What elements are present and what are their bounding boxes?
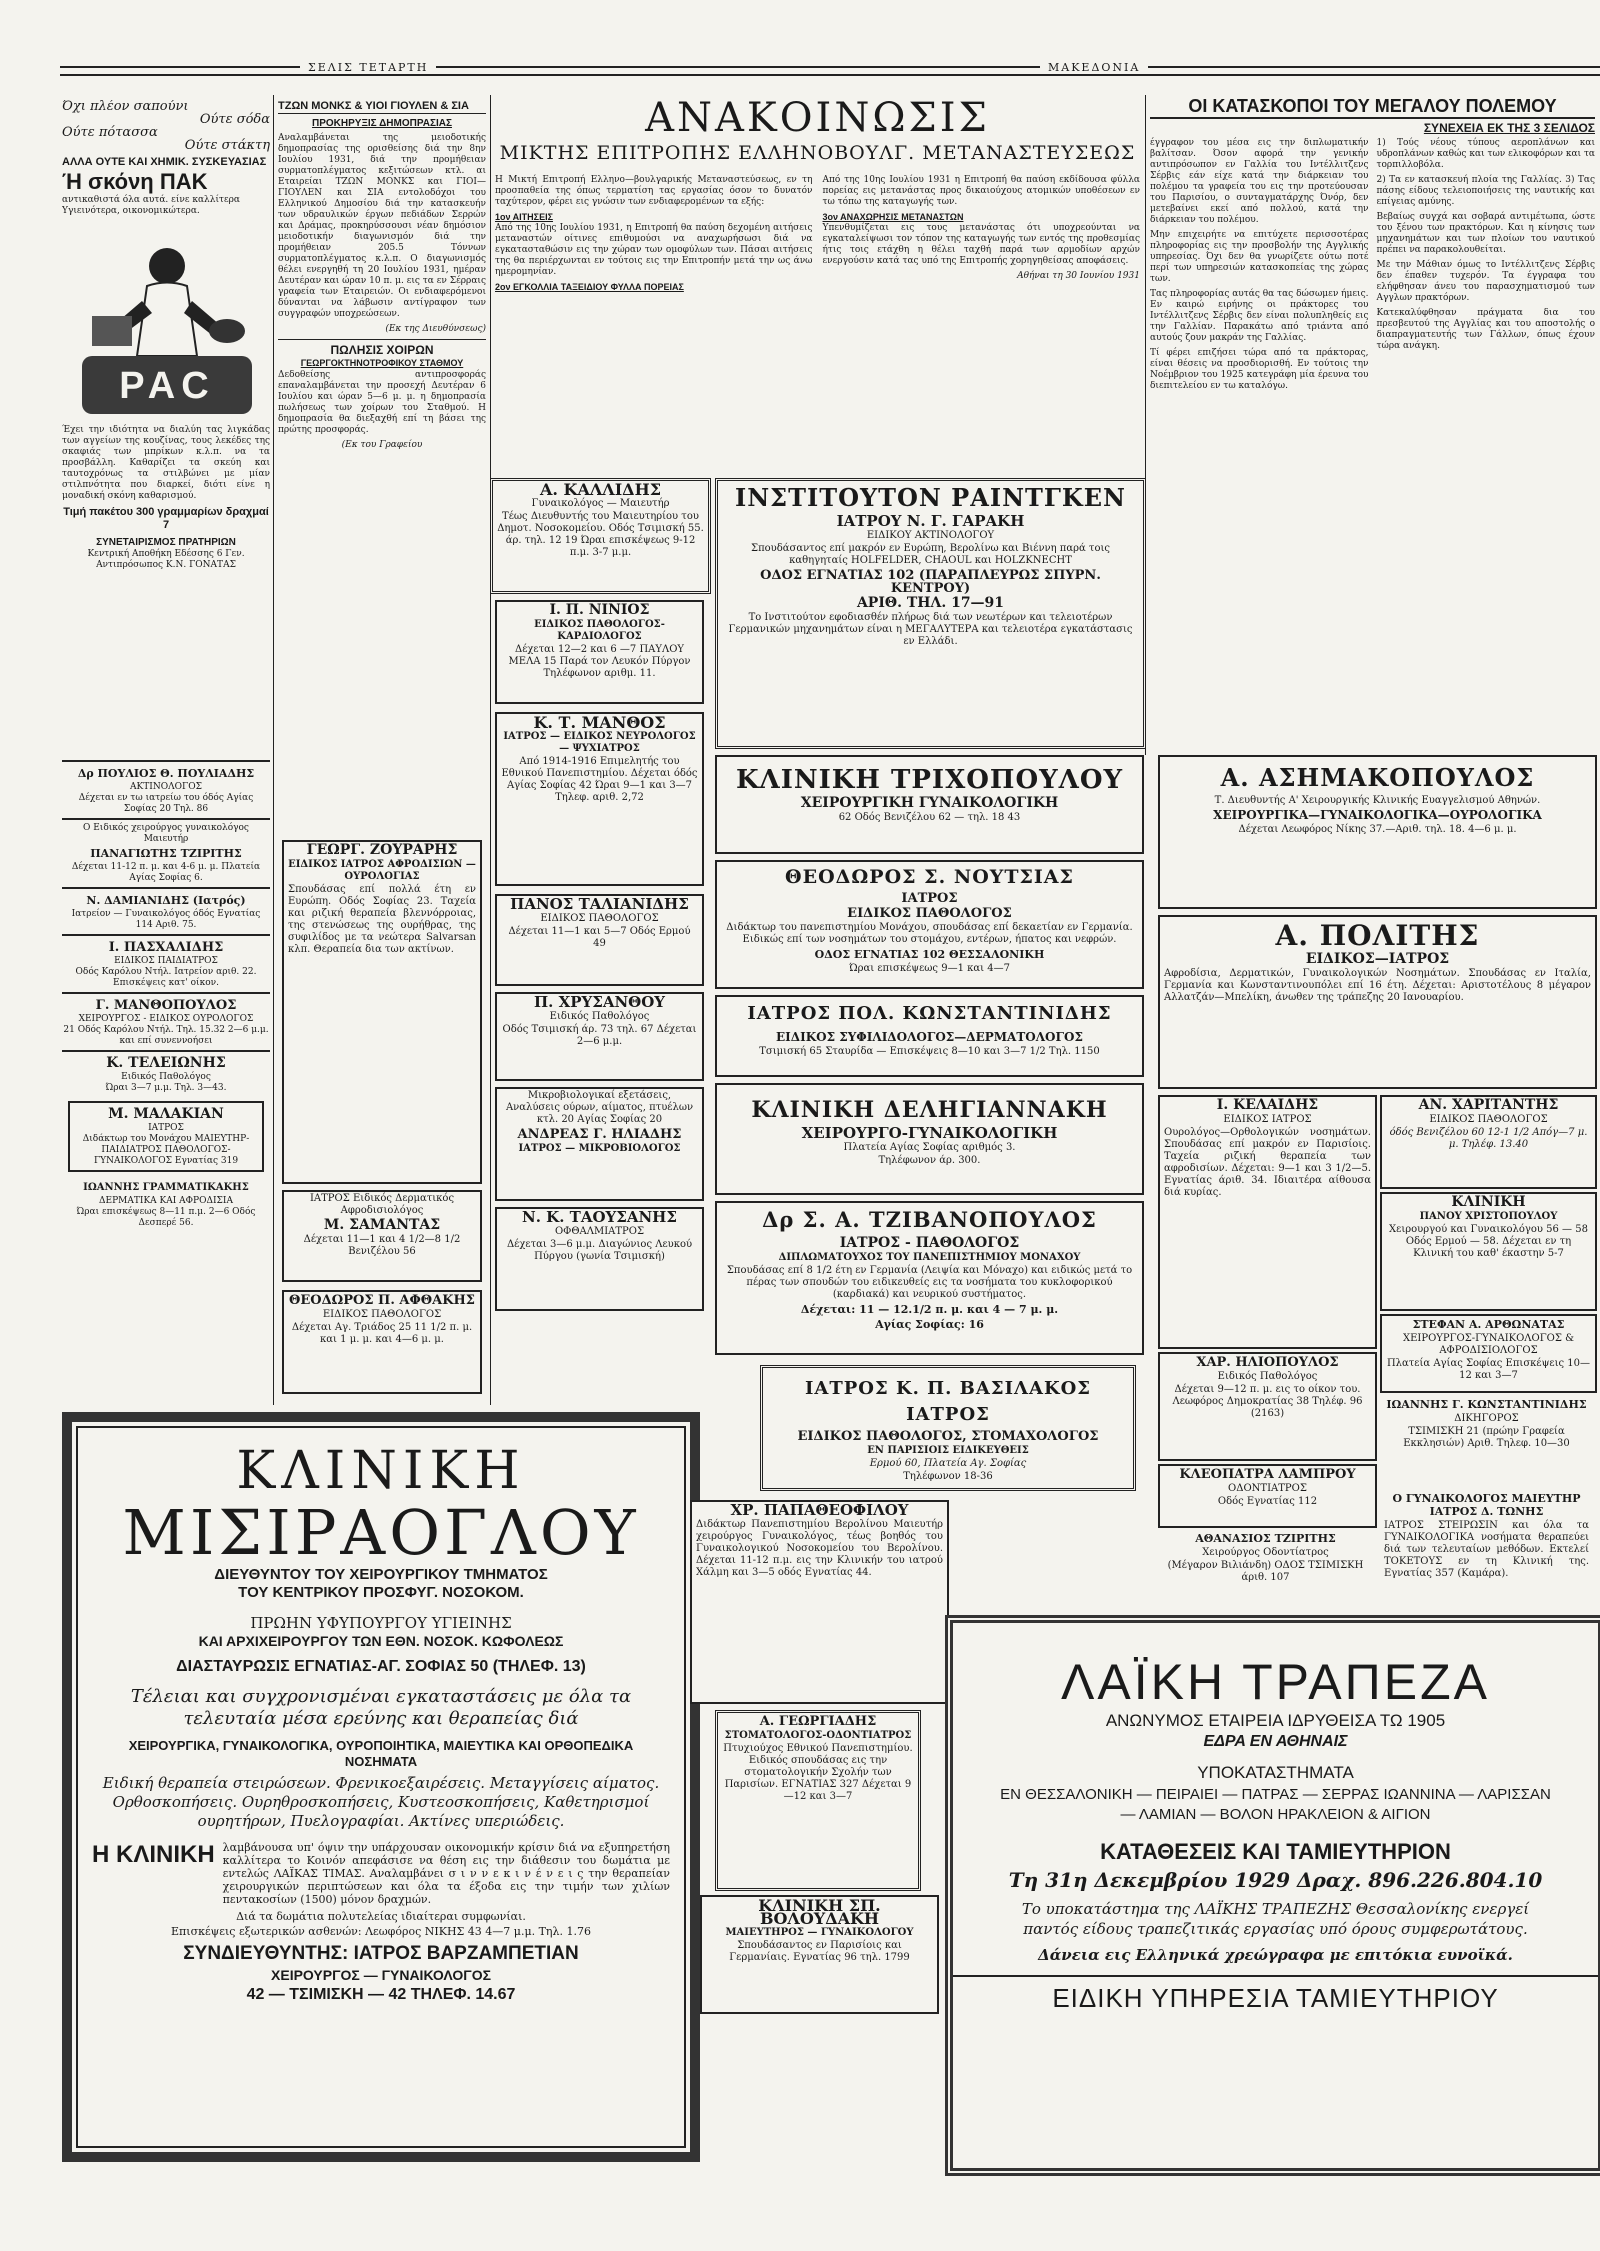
clinic-rooms: Διά τα δωμάτια πολυτελείας ιδιαίτεραι συμφωνίαι. (236, 1910, 526, 1923)
announcement (495, 95, 1140, 475)
advertiser-specialty: Ειδικός Παθολόγος (1217, 1371, 1318, 1382)
page-day: ΣΕΛΙΣ ΤΕΤΑΡΤΗ (300, 61, 436, 74)
advertiser-name: ΠΑΝΑΓΙΩΤΗΣ ΤΖΙΡΙΤΗΣ (90, 847, 242, 860)
advertiser-name: ΙΝΣΤΙΤΟΥΤΟΝ ΡΑΙΝΤΓΚΕΝ (735, 483, 1126, 512)
advertiser-name: Κ. Τ. ΜΑΝΘΟΣ (533, 713, 666, 732)
advertiser-name: Α. ΚΑΛΛΙΔΗΣ (539, 480, 662, 499)
ninios-ad (495, 600, 704, 704)
spies-article (1150, 95, 1595, 745)
advertiser-name: ΧΑΡ. ΗΛΙΟΠΟΥΛΟΣ (1196, 1355, 1339, 1370)
tzivanopoulos-ad (715, 1201, 1144, 1355)
advertiser-name: Κ. ΤΕΛΕΙΩΝΗΣ (106, 1055, 226, 1071)
advertiser-details: Πλατεία Αγίας Σοφίας Επισκέψεις 10—12 και 3—7 (1386, 1358, 1591, 1381)
notice-source: (Εκ της Διευθύνσεως) (385, 324, 486, 334)
advertiser-details: ΙΑΤΡΟΣ ΣΤΕΙΡΩΣΙΝ και όλα τα ΓΥΝΑΙΚΟΛΟΓΙΚΑ νοσήματα θεραπεύει διά των τελευταίων μεθόδων. Εκτελεί ΤΟΚΕΤΟΥΣ εν τη Κλινική της. Εγνατίας 357 (Καμάρα). (1384, 1520, 1589, 1579)
advertiser-name: ΣΤΕΦΑΝ Α. ΑΡΘΩΝΑΤΑΣ (1412, 1318, 1565, 1331)
clinic-title: ΚΛΙΝΙΚΗ (236, 1441, 526, 1501)
advertiser-name: Α. ΠΟΛΙΤΗΣ (1275, 919, 1480, 952)
clinic-partner-specialty: ΧΕΙΡΟΥΡΓΟΣ — ΓΥΝΑΙΚΟΛΟΓΟΣ (271, 1967, 491, 1983)
list-item (62, 1176, 270, 1232)
advertiser-name: ΑΝΔΡΕΑΣ Γ. ΗΛΙΑΔΗΣ (517, 1127, 682, 1142)
section3-body: Υπενθυμίζεται εις τους μετανάστας ότι υποχρεούνται να εγκαταλείψωσι τον τόπον της καταγωγής των εντός της προθεσμίας ήτις τοις ετάχθη η θέλει ταχθή παρά των αρμοδίων αρχών ενεργούσιν κατά τας υπό της Επιτροπής χορηγηθείσας αποφάσεις. (822, 223, 1140, 266)
advertiser-name: ΚΛΙΝΙΚΗ (1451, 1194, 1526, 1210)
advertiser-details: Δέχεται 11—1 και 5—7 Οδός Ερμού 49 (508, 926, 691, 949)
header-rule (60, 66, 1600, 76)
advertiser-name: ΘΕΟΔΩΡΟΣ Π. ΑΦΘΑΚΗΣ (289, 1293, 475, 1308)
pac-line7: αντικαθιστά όλα αυτά. είνε καλλίτερα Υγιεινότερα, οικονομικώτερα. (62, 195, 240, 216)
bank-description: Το υποκατάστημα της ΛΑΪΚΗΣ ΤΡΑΠΕΖΗΣ Θεσσαλονίκης ενεργεί παντός είδους τραπεζιτικάς εργασίας υπό όρους συμφερωτάτους. (1021, 1900, 1530, 1938)
advertiser-hours: Δέχεται: 11 — 12.1/2 π. μ. και 4 — 7 μ. μ. (800, 1303, 1059, 1316)
bank-seat: ΕΔΡΑ ΕΝ ΑΘΗΝΑΙΣ (1203, 1733, 1348, 1750)
section1-body: Από της 10ης Ιουλίου 1931, η Επιτροπή θα παύση δεχομένη αιτήσεις μεταναστών οίτινες επιθυμούσι να αναχωρήσωσι διά να εγκατασταθώσιν εις την χώραν των ομοφύλων των. Πάσαι αιτήσεις της θα περιέρχωνται εν τούτοις εις την Επιτροπήν μετά την ως άνω ημερομηνίαν. (495, 223, 813, 277)
advertiser-name: Ν. Κ. ΤΑΟΥΣΑΝΗΣ (522, 1208, 677, 1226)
advertiser-hours: Ώραι επισκέψεως 9—1 και 4—7 (849, 963, 1010, 974)
clinic-line2: ΤΟΥ ΚΕΝΤΡΙΚΟΥ ΠΡΟΣΦΥΓ. ΝΟΣΟΚΟΜ. (238, 1584, 524, 1601)
advertiser-details: Από 1914-1916 Επιμελητής του Εθνικού Πανεπιστημίου. Δέχεται όδός Αγίας Σοφίας 42 Ώραι 9—1 και 3—7 Τηλεφ. αριθ. 2,72 (501, 756, 698, 803)
advertiser-title: ΙΑΤΡΟΣ (901, 891, 958, 906)
advertiser-details: Δέχεται 11—1 και 4 1/2—8 1/2 Βενιζέλου 56 (303, 1234, 461, 1257)
konstantinidis-lawyer-ad (1380, 1396, 1593, 1486)
notice-subtitle: ΠΡΟΚΗΡΥΞΙΣ ΔΗΜΟΠΡΑΣΙΑΣ (312, 118, 452, 129)
article-paragraph: Με την Μάθιαν όμως το Ιντέλλιτζενς Σέρβις δεν έπαθεν τυχερόν. Τα έγγραφα του ελήφθησαν άνευ του παρασχηματισμού των Αγγλων πρακτόρων. (1376, 260, 1595, 303)
advertiser-details: Ώραι 3—7 μ.μ. Τηλ. 3—43. (105, 1083, 227, 1093)
asimakopoulos-ad (1158, 755, 1597, 909)
advertiser-specialty: ΕΙΔΙΚΟΥ ΑΚΤΙΝΟΛΟΓΟΥ (866, 530, 995, 541)
advertiser-address: ΟΔΟΣ ΕΓΝΑΤΙΑΣ 102 (ΠΑΡΑΠΛΕΥΡΩΣ ΣΠΥΡΝ. ΚΕΝΤΡΟΥ) (760, 568, 1101, 596)
pac-price: Τιμή πακέτου 300 γραμμαρίων δραχμαί 7 (63, 506, 269, 531)
advertiser-details: Σπουδάσας επί πολλά έτη εν Ευρώπη. Οδός Σοφίας 23. Ταχεία και ριζική θεραπεία βλεννόρροιας, της στενώσεως της ουρήθρας, της συφιλίδος με τα νεώτερα Salvarsan κλπ. Θεραπεία δια των ακτίνων. (288, 884, 476, 955)
article-paragraph: Κατεκαλύφθησαν πράγματα δια του πρεσβευτού της Αγγλίας και του αποστολής ο διαπραγματευτής των Γάλλων, όπως έχουν τώρα ανάγκη. (1376, 308, 1595, 351)
advertiser-specialty: Γυναικολόγος — Μαιευτήρ (531, 498, 670, 509)
advertiser-details: Σπουδάσαντος επί μακρόν εν Ευρώπη, Βερολίνω και Βιέννη παρά τοις καθηγηταίς HOLFELDER, CHAOUL και HOLZKNECHT (751, 543, 1110, 566)
pac-agent: Κεντρική Αποθήκη Εδέσσης 6 Γεν. Αντιπρόσωπος Κ.Ν. ΓΟΝΑΤΑΣ (87, 549, 245, 570)
advertiser-specialty: ΙΑΤΡΟΣ — ΜΙΚΡΟΒΙΟΛΟΓΟΣ (518, 1143, 681, 1154)
advertiser-name: Ν. ΔΑΜΙΑΝΙΔΗΣ (Ιατρός) (86, 894, 246, 907)
vasilakos-ad (760, 1365, 1136, 1491)
list-item (62, 760, 270, 818)
noutsias-ad (715, 860, 1144, 989)
advertiser-specialty: ΕΙΔΙΚΟΣ ΙΑΤΡΟΣ (1223, 1114, 1312, 1125)
advertiser-specialty: ΧΕΙΡΟΥΡΓΙΚΗ ΓΥΝΑΙΚΟΛΟΓΙΚΗ (800, 795, 1059, 811)
article-continued: ΣΥΝΕΧΕΙΑ ΕΚ ΤΗΣ 3 ΣΕΛΙΔΟΣ (1423, 121, 1595, 135)
advertiser-details: Αφροδίσια, Δερματικών, Γυναικολογικών Νοσημάτων. Σπουδάσας εν Ιταλία, Γερμανία και Κωνσταντινουπόλει επί 16 έτη. Δέχεται: Αριστοτέλους 8 μέγαρον Αλλατζάν—Μπελίκη, άνωθεν της τράπεζης 20 Ιανουαρίου. (1164, 968, 1591, 1003)
zourari-ad (282, 840, 482, 1184)
advertiser-name: ΙΩΑΝΝΗΣ Γ. ΚΩΝΣΤΑΝΤΙΝΙΔΗΣ (1386, 1398, 1587, 1411)
iliopoulos-ad (1158, 1352, 1377, 1461)
advertiser-name: Ι. ΚΕΛΑΙΔΗΣ (1216, 1097, 1319, 1113)
clinic-offer: λαμβάνουσα υπ' όψιν την υπάρχουσαν οικονομικήν κρίσιν διά να εξυπηρετήση καλλίτερα το Κοινόν απεφάσισε να θέση εις την διάθεσιν του δωμάτια με εντελώς ΛΑΪΚΑΣ ΤΙΜΑΣ. Αναλαμβάνει σ ι ν ν ε κ ι ν έ ν ε ι ς την θεραπείαν χειρουργικών περιπτώσεων και όλα τα έξοδα εις την τιμήν των χιλίων πεντακοσίων (1500) μόνον δραχμών. (222, 1841, 670, 1906)
advertiser-specialty: ΕΙΔΙΚΟΣ—ΙΑΤΡΟΣ (1305, 951, 1450, 967)
advertiser-doctor: ΙΑΤΡΟΥ Ν. Γ. ΓΑΡΑΚΗ (836, 512, 1025, 530)
kallidis-ad (490, 478, 711, 594)
notice-body: Αναλαμβάνεται της μειοδοτικής δημοπρασίας της ορισθείσης διά την 8ην Ιουλίου 1931, διά την προμήθειαν συρματοπλέγματος κεξιτώσεων κτλ. αι Εταιρείαι ΤΖΩΝ ΜΟΝΚΣ και ΓΙΟΙ—ΓΙΟΥΛΕΝ και ΣΙΑ εντολοδόχοι του Ελληνικού Δημοσίου διά την κατασκευήν των υδραυλικών έργων πεδιάδων Σερρών και Δράμας, προκηρύσσουσι νέαν δημόσιον μειοδοτικήν διαγωνισμόν διά την προμήθειαν 205.5 Τόννων συρματοπλέγματος κ.λ.π. Ο διαγωνισμός θέλει ενεργηθή τη 20 Ιουλίου 1931, ημέραν Δευτέραν και ώραν 10 π. μ. εις τα εν Σέρραις γραφεία των Εταιρειών. Οι ενδιαφερόμενοι δύνανται να λάβωσιν αντίγραφον των συγγραφών υποχρεώσεων. (278, 133, 486, 319)
divider (278, 339, 486, 340)
advertiser-details: Οδός Εγνατίας 112 (1217, 1496, 1318, 1507)
manthos-ad (495, 712, 704, 886)
advertiser-specialty: ΕΙΔΙΚΟΣ ΙΑΤΡΟΣ ΑΦΡΟΔΙΣΙΩΝ — ΟΥΡΟΛΟΓΙΑΣ (288, 859, 476, 882)
advertiser-specialty: ΕΙΔΙΚΟΣ ΠΑΘΟΛΟΓΟΣ, ΣΤΟΜΑΧΟΛΟΓΟΣ (797, 1429, 1099, 1444)
advertiser-details: ΤΣΙΜΙΣΚΗ 21 (πρώην Γραφεία Εκκλησιών) Αριθ. Τηλεφ. 10—30 (1403, 1426, 1570, 1449)
advertiser-specialty: ΟΦΘΑΛΜΙΑΤΡΟΣ (554, 1226, 645, 1237)
announcement-date: Αθήναι τη 30 Ιουνίου 1931 (1017, 271, 1140, 281)
pac-body: Έχει την ιδιότητα να διαλύη τας λιγκάδας των αγγείων της κουζίνας, τους λεκέδες της σκαφιάς των μπρίκων κ.λ.π. να τα προσβάλλη. Καθαρίζει τα σκεύη και ταυτοχρόνως τα στιλβώνει με μίαν στιλπνότητα που διαρκεί, διότι είνε η μοναδική σκόνη καθαρισμού. (62, 425, 270, 501)
notice-title: ΤΖΩΝ ΜΟΝΚΣ & ΥΙΟΙ ΓΙΟΥΛΕΝ & ΣΙΑ (278, 100, 486, 114)
left-ads-column (62, 760, 270, 1400)
list-item (68, 1101, 264, 1172)
bank-loans: Δάνεια εις Ελληνικά χρεώγραφα με επιτόκια ευνοϊκά. (1038, 1946, 1513, 1964)
clinic-partner: ΣΥΝΔΙΕΥΘΥΝΤΗΣ: ΙΑΤΡΟΣ ΒΑΡΖΑΜΠΕΤΙΑΝ (183, 1943, 579, 1964)
clinic-address: ΔΙΑΣΤΑΥΡΩΣΙΣ ΕΓΝΑΤΙΑΣ-ΑΓ. ΣΟΦΙΑΣ 50 (ΤΗΛΕΦ. 13) (176, 1658, 586, 1675)
list-item (62, 887, 270, 934)
advertiser-details: Δέχεται εν τω ιατρείω του όδός Αγίας Σοφίας 20 Τηλ. 86 (78, 793, 254, 814)
announcement-subtitle: ΜΙΚΤΗΣ ΕΠΙΤΡΟΠΗΣ ΕΛΛΗΝΟΒΟΥΛΓ. ΜΕΤΑΝΑΣΤΕΥΣΕΩΣ (499, 142, 1136, 164)
advertiser-specialty: Χειρούργος Οδοντίατρος (1202, 1547, 1329, 1558)
bank-deposits: ΚΑΤΑΘΕΣΕΙΣ ΚΑΙ ΤΑΜΙΕΥΤΗΡΙΟΝ (1100, 1839, 1451, 1864)
clinic-partner-address: 42 — ΤΣΙΜΙΣΚΗ — 42 ΤΗΛΕΦ. 14.67 (246, 1986, 516, 2003)
advertiser-specialty: ΙΑΤΡΟΣ — ΕΙΔΙΚΟΣ ΝΕΥΡΟΛΟΓΟΣ — ΨΥΧΙΑΤΡΟΣ (503, 731, 696, 754)
advertiser-specialty: ΧΕΙΡΟΥΡΓΟΣ-ΓΥΝΑΙΚΟΛΟΓΟΣ & ΑΦΡΟΔΙΣΙΟΛΟΓΟΣ (1402, 1333, 1575, 1356)
bank-subtitle: ΑΝΩΝΥΜΟΣ ΕΤΑΙΡΕΙΑ ΙΔΡΥΘΕΙΣΑ ΤΩ 1905 (1105, 1711, 1446, 1730)
advertiser-description: Το Ινστιτούτον εφοδιασθέν πλήρως διά των νεωτέρων και τελειοτέρων Γερμανικών μηχανημάτων είναι η ΜΕΓΑΛΥΤΕΡΑ και τελειοτέρα εγκατάστασις εν Ελλάδι. (728, 612, 1133, 647)
article-paragraph: Μην επιχειρήτε να επιτύχετε περισσοτέρας πληροφορίας εις την προσβολήν της Αγγλικής υπηρεσίας. Όχι δεν θα γνωρίζετε ούτω ποτέ περί των υπηρεσιών κατασκοπείας της χώρας των. (1150, 230, 1369, 284)
advertiser-details: Τέως Διευθυντής του Μαιευτηρίου του Δημοτ. Νοσοκομείου. Οδός Τσιμισκή 55. άρ. τηλ. 12 19 Ώραι επισκέψεως 9-12 π.μ. 3-7 μ.μ. (497, 511, 704, 558)
clinic-lead: Η ΚΛΙΝΙΚΗ (92, 1841, 215, 1868)
advertiser-specialty: ΙΑΤΡΟΣ - ΠΑΘΟΛΟΓΟΣ (839, 1235, 1020, 1251)
advertiser-phone: Τηλέφωνον 18-36 (903, 1471, 993, 1482)
advertiser-name: Ι. Π. ΝΙΝΙΟΣ (549, 602, 650, 618)
pac-brand: PAC (119, 365, 215, 407)
papatheofilou-ad (690, 1500, 949, 1704)
advertiser-training: ΕΝ ΠΑΡΙΣΙΟΙΣ ΕΙΔΙΚΕΥΘΕΙΣ (867, 1445, 1029, 1456)
advertiser-phone: Τηλέφωνον άρ. 300. (878, 1155, 981, 1166)
advertiser-specialty: Ειδικός Παθολόγος (121, 1072, 211, 1082)
advertiser-specialty: ΕΙΔΙΚΟΣ ΣΥΦΙΛΙΔΟΛΟΓΟΣ—ΔΕΡΜΑΤΟΛΟΓΟΣ (776, 1030, 1083, 1044)
pac-advertisement (62, 100, 270, 755)
advertiser-specialty: ΕΙΔΙΚΟΣ ΠΑΘΟΛΟΓΟΣ (1429, 1114, 1548, 1125)
advertiser-name: Ι. ΠΑΣΧΑΛΙΔΗΣ (108, 940, 224, 955)
charitantis-ad (1380, 1095, 1597, 1189)
bank-savings-service: ΕΙΔΙΚΗ ΥΠΗΡΕΣΙΑ ΤΑΜΙΕΥΤΗΡΙΟΥ (953, 1975, 1598, 2015)
advertiser-address: Ερμού 60, Πλατεία Αγ. Σοφίας (869, 1458, 1027, 1469)
advertiser-details: Ουρολόγος—Ορθολογικών νοσημάτων. Σπουδάσας επί μακρόν εν Παρισίοις. Ταχεία ριζική θεραπεία των αφροδισίων. Δέχεται: 9—1 και 3 1/2—5. Εγνατίας άριθ. 34. Ιδιαιτέρα αίθουσα διά κυρίας. (1164, 1127, 1371, 1198)
list-item (62, 1050, 270, 1097)
advertiser-name: ΑΝ. ΧΑΡΙΤΑΝΤΗΣ (1418, 1097, 1559, 1113)
advertiser-name: ΙΑΤΡΟΣ Κ. Π. ΒΑΣΙΛΑΚΟΣ ΙΑΤΡΟΣ (804, 1378, 1091, 1425)
advertiser-name: Μ. ΣΑΜΑΝΤΑΣ (323, 1217, 441, 1233)
section2-body: Από της 10ης Ιουλίου 1931 η Επιτροπή θα παύση εκδίδουσα φύλλα πορείας εις μετανάστας προς δικαιούχους ατομικών υποθέσεων εν τω τόπω της καταγωγής των. (822, 175, 1140, 207)
advertiser-name: Γ. ΜΑΝΘΟΠΟΥΛΟΣ (95, 998, 237, 1013)
announcement-title: ΑΝΑΚΟΙΝΩΣΙΣ (645, 95, 990, 141)
christopoulou-clinic-ad (1380, 1192, 1597, 1311)
advertiser-details: 62 Οδός Βενιζέλου 62 — τηλ. 18 43 (838, 812, 1021, 823)
advertiser-name: ΚΛΙΝΙΚΗ ΤΡΙΧΟΠΟΥΛΟΥ (735, 765, 1124, 795)
advertiser-specialty: ΧΕΙΡΟΥΡΓΟ-ΓΥΝΑΙΚΟΛΟΓΙΚΗ (801, 1124, 1058, 1142)
advertiser-address: ΟΔΟΣ ΕΓΝΑΤΙΑΣ 102 ΘΕΣΣΑΛΟΝΙΚΗ (814, 948, 1045, 961)
advertiser-name: ΚΛΙΝΙΚΗ ΔΕΛΗΓΙΑΝΝΑΚΗ (751, 1097, 1108, 1123)
article-paragraph: έγγραφον του μέσα εις την διπλωματικήν βαλίτσαν. Όσον αφορά την γενικήν αντιπρόσωπον εν Γαλλία του Ιντέλλιτζενς Σέρβις εάν είχε κατά την διάρκειαν του πολέμου τα γραφεία του εις την προτεύουσαν του Παρισίου, ο συνταγματάρχης Όνόρ, δεν μετεβαίνει εκεί από πολλού, κατά την διάρκειαν του πολέμου. (1150, 138, 1369, 225)
georgiadis-ad (715, 1710, 921, 1891)
pac-line4: Ούτε στάκτη (184, 138, 270, 153)
advertiser-name: Π. ΧΡΥΣΑΝΘΟΥ (533, 993, 666, 1011)
article-paragraph: 1) Τούς νέους τύπους αεροπλάνων και υδροπλάνων καθώς και των ελικοφόρων και τα τορπιλλοβόλα. (1376, 138, 1595, 170)
advertiser-specialty: ΕΙΔΙΚΟΣ ΠΑΘΟΛΟΓΟΣ (322, 1309, 442, 1320)
tziritis-ad (1158, 1530, 1373, 1600)
advertiser-details: Σπουδάσας επί 8 1/2 έτη εν Γερμανία (Λειψία και Μόναχο) και ειδικώς μετά το πέρας των σπουδών του ειδικευθείς εις τα νοσήματα του κυκλοφορικού (καρδιακά) και νευρικού συστήματος. (726, 1265, 1133, 1300)
advertiser-details: Δέχεται 9—12 π. μ. εις το οίκον του. Λεωφόρος Δημοκρατίας 38 Τηλέφ. 96 (2163) (1172, 1384, 1363, 1419)
advertiser-phone: ΑΡΙΘ. ΤΗΛ. 17—91 (856, 595, 1005, 611)
advertiser-specialty: ΕΙΔΙΚΟΣ ΠΑΙΔΙΑΤΡΟΣ (114, 956, 218, 966)
advertiser-specialty: ΠΑΝΟΥ ΧΡΙΣΤΟΠΟΥΛΟΥ (1419, 1211, 1558, 1222)
bank-branches: ΕΝ ΘΕΣΣΑΛΟΝΙΚΗ — ΠΕΙΡΑΙΕΙ — ΠΑΤΡΑΣ — ΣΕΡΡΑΣ ΙΩΑΝΝΙΝΑ — ΛΑΡΙΣΣΑΝ — ΛΑΜΙΑΝ — ΒΟΛΟΝ ΗΡΑΚΛΕΙΟΝ & ΑΙΓΙΟΝ (1000, 1786, 1551, 1823)
advertiser-details: Σπουδάσαντος εν Παρισίοις και Γερμανίαις. Εγνατίας 96 τηλ. 1799 (729, 1940, 910, 1963)
advertiser-specialty: ΟΔΟΝΤΙΑΤΡΟΣ (1228, 1483, 1307, 1494)
article-paragraph: 2) Τα εν κατασκευή πλοία της Γαλλίας. 3) Τας πάσης είδους τελειοποιήσεις της ναυτικής και επίγειας αμύνης. (1376, 175, 1595, 207)
advertiser-specialty: ΕΙΔΙΚΟΣ ΠΑΘΟΛΟΓΟΣ (847, 906, 1012, 921)
advertiser-name: Δρ ΠΟΥΛΙΟΣ Θ. ΠΟΥΛΙΑΔΗΣ (77, 767, 255, 780)
konstantinidis-ad (715, 995, 1144, 1077)
advertiser-details: Πλατεία Αγίας Σοφίας αριθμός 3. (843, 1142, 1016, 1153)
paper-title: ΜΑΚΕΔΟΝΙΑ (1040, 61, 1148, 74)
advertiser-name: ΚΛΙΝΙΚΗ ΣΠ. ΒΟΛΟΥΔΑΚΗ (758, 1896, 881, 1928)
advertiser-specialty: ΣΤΟΜΑΤΟΛΟΓΟΣ-ΟΔΟΝΤΙΑΤΡΟΣ (724, 1730, 912, 1741)
clinic-desc1: Τέλειαι και συγχρονισμέναι εγκαταστάσεις με όλα τα τελευταία μέσα ερεύνης και θεραπείας διά (130, 1686, 632, 1729)
advertiser-details: Ώραι επισκέψεως 8—11 π.μ. 2—6 Οδός Δεσπερέ 56. (76, 1207, 256, 1228)
section2-title: 2ον ΕΓΚΟΛΛΙΑ ΤΑΞΕΙΔΙΟΥ ΦΥΛΛΑ ΠΟΡΕΙΑΣ (495, 282, 684, 292)
advertiser-details: όδός Βενιζέλου 60 12-1 1/2 Απόγ—7 μ. μ. Τηλέφ. 13.40 (1389, 1127, 1588, 1150)
advertiser-specialty: ΙΑΤΡΟΣ (148, 1123, 184, 1133)
clinic-line1: ΔΙΕΥΘΥΝΤΟΥ ΤΟΥ ΧΕΙΡΟΥΡΓΙΚΟΥ ΤΜΗΜΑΤΟΣ (214, 1566, 548, 1583)
advertiser-name: Μ. ΜΑΛΑΚΙΑΝ (108, 1106, 224, 1122)
advertiser-title: Τ. Διευθυντής Α' Χειρουργικής Κλινικής Ευαγγελισμού Αθηνών. (1214, 795, 1541, 806)
notice2-subtitle: ΓΕΩΡΓΟΚΤΗΝΟΤΡΟΦΙΚΟΥ ΣΤΑΘΜΟΥ (300, 358, 464, 368)
advertiser-details: Χειρουργού και Γυναικολόγου 56 — 58 Οδός Ερμού — 58. Δέχεται εν τη Κλινική του καθ' έκαστην 5-7 (1389, 1224, 1588, 1259)
taousanis-ad (495, 1207, 704, 1311)
clinic-desc2: ΧΕΙΡΟΥΡΓΙΚΑ, ΓΥΝΑΙΚΟΛΟΓΙΚΑ, ΟΥΡΟΠΟΙΗΤΙΚΑ, ΜΑΙΕΥΤΙΚΑ ΚΑΙ ΟΡΘΟΠΕΔΙΚΑ ΝΟΣΗΜΑΤΑ (128, 1738, 634, 1769)
clinic-line4: ΚΑΙ ΑΡΧΙΧΕΙΡΟΥΡΓΟΥ ΤΩΝ ΕΘΝ. ΝΟΣΟΚ. ΚΩΦΟΛΕΩΣ (198, 1633, 564, 1649)
pac-agent-title: ΣΥΝΕΤΑΙΡΙΣΜΟΣ ΠΡΑΤΗΡΙΩΝ (96, 537, 236, 548)
advertiser-details: Πτυχιούχος Εθνικού Πανεπιστημίου. Ειδικός σπουδάσας εις την στοματολογικήν Σχολήν των Παρισίων. ΕΓΝΑΤΙΑΣ 327 Δέχεται 9—12 και 3—7 (723, 1743, 913, 1802)
advertiser-details: Δέχεται Λεωφόρος Νίκης 37.—Αριθ. τηλ. 18. 4—6 μ. μ. (1238, 824, 1517, 835)
advertiser-name: ΑΘΑΝΑΣΙΟΣ ΤΖΙΡΙΤΗΣ (1195, 1532, 1336, 1545)
advertiser-name: Α. ΑΣΗΜΑΚΟΠΟΥΛΟΣ (1220, 763, 1535, 792)
article-title: ΟΙ ΚΑΤΑΣΚΟΠΟΙ ΤΟΥ ΜΕΓΑΛΟΥ ΠΟΛΕΜΟΥ (1150, 95, 1595, 119)
advertiser-diploma: ΔΙΠΛΩΜΑΤΟΥΧΟΣ ΤΟΥ ΠΑΝΕΠΙΣΤΗΜΙΟΥ ΜΟΝΑΧΟΥ (778, 1252, 1081, 1263)
pac-line6: Ή σκόνη ΠΑΚ (62, 169, 208, 194)
advertiser-name: ΓΕΩΡΓ. ΖΟΥΡΑΡΗΣ (306, 842, 458, 858)
pac-line5: ΑΛΛΑ ΟΥΤΕ ΚΑΙ ΧΗΜΙΚ. ΣΥΣΚΕΥΑΣΙΑΣ (62, 156, 267, 168)
advertiser-name: ΙΑΤΡΟΣ ΠΟΛ. ΚΩΝΣΤΑΝΤΙΝΙΔΗΣ (747, 1003, 1112, 1024)
advertiser-details: 21 Οδός Καρόλου Ντήλ. Τηλ. 15.32 2—6 μ.μ. και επί συνεννοήσει (63, 1025, 269, 1046)
clinic-name: ΜΙΣΙΡΑΟΓΛΟΥ (122, 1496, 640, 1569)
advertiser-name: ΙΩΑΝΝΗΣ ΓΡΑΜΜΑΤΙΚΑΚΗΣ (83, 1182, 249, 1193)
advertiser-name: Ο ΓΥΝΑΙΚΟΛΟΓΟΣ ΜΑΙΕΥΤΗΡ ΙΑΤΡΟΣ Δ. ΤΩΝΗΣ (1392, 1492, 1581, 1518)
advertiser-details: Δέχεται 12—2 και 6 —7 ΠΑΥΛΟΥ ΜΕΛΑ 15 Παρά τον Λευκόν Πύργον Τηλέφωνον αριθμ. 11. (508, 644, 691, 679)
advertiser-details: Μικροβιολογικαί εξετάσεις, Αναλύσεις ούρων, αίματος, πτυέλων κτλ. 20 Αγίας Σοφίας 20 (505, 1090, 694, 1125)
advertiser-details: Ιατρείον — Γυναικολόγος όδός Εγνατίας 114 Αριθ. 75. (71, 909, 261, 930)
trichopoulou-clinic-ad (715, 755, 1144, 854)
article-paragraph: Τας πληροφορίας αυτάς θα τας δώσωμεν ήμεις. Εν καιρώ ειρήνης οι πράκτορες του Ιντέλλιτζενς Σέρβις δεν είναι πολυπληθείς εις την Γαλλίαν. Παρακάτω από τριάντα από αυτούς ζουν μακράν της Γαλλίας. (1150, 289, 1369, 343)
advertiser-details: Δέχεται 11-12 π. μ. και 4-6 μ. μ. Πλατεία Αγίας Σοφίας 6. (71, 862, 261, 883)
advertiser-name: Δρ Σ. Α. ΤΖΙΒΑΝΟΠΟΥΛΟΣ (762, 1207, 1097, 1232)
list-item (62, 992, 270, 1050)
advertiser-details: Δέχεται Αγ. Τριάδος 25 11 1/2 π. μ. και 1 μ. μ. και 4—6 μ. μ. (291, 1322, 473, 1345)
laiki-bank-ad (945, 1615, 1600, 2176)
advertiser-details: (Μέγαρον Βιλιάνδη) ΟΔΟΣ ΤΣΙΜΙΣΚΗ άριθ. 107 (1167, 1560, 1364, 1583)
notice2-source: (Εκ του Γραφείου (341, 440, 423, 450)
voloudaki-clinic-ad (700, 1895, 939, 2014)
advertiser-details: Δέχεται 3—6 μ.μ. Διαγώνιος Λευκού Πύργου (γωνία Τσιμισκή) (506, 1239, 693, 1262)
politis-ad (1158, 915, 1597, 1089)
advertiser-name: ΚΛΕΟΠΑΤΡΑ ΛΑΜΠΡΟΥ (1179, 1467, 1356, 1482)
iliadis-ad (495, 1087, 704, 1201)
advertiser-specialty: Ειδικός Παθολόγος (549, 1011, 650, 1022)
arthonatas-ad (1380, 1314, 1597, 1393)
talianidis-ad (495, 894, 704, 986)
advertiser-name: ΘΕΟΔΩΡΟΣ Σ. ΝΟΥΤΣΙΑΣ (785, 866, 1074, 888)
bank-title: ΛΑΪΚΗ ΤΡΑΠΕΖΑ (1061, 1654, 1490, 1710)
misiraoglou-clinic-ad (62, 1412, 700, 2162)
advertiser-name: Α. ΓΕΩΡΓΙΑΔΗΣ (759, 1714, 877, 1729)
advertiser-specialty: Ο Ειδικός χειρούργος γυναικολόγος Μαιευτήρ (83, 823, 249, 844)
notice2-title: ΠΩΛΗΣΙΣ ΧΟΙΡΩΝ (330, 343, 434, 357)
section1-title: 1ον ΑΙΤΗΣΕΙΣ (495, 212, 553, 222)
advertiser-specialty: ΧΕΙΡΟΥΡΓΙΚΑ—ΓΥΝΑΙΚΟΛΟΓΙΚΑ—ΟΥΡΟΛΟΓΙΚΑ (1213, 808, 1542, 822)
clinic-visits: Επισκέψεις εξωτερικών ασθενών: Λεωφόρος ΝΙΚΗΣ 43 4—7 μ.μ. Τηλ. 1.76 (171, 1925, 591, 1938)
advertiser-specialty: ΜΑΙΕΥΤΗΡΟΣ — ΓΥΝΑΙΚΟΛΟΓΟΥ (725, 1927, 914, 1938)
advertiser-details: Διδάκτωρ Πανεπιστημίου Βερολίνου Μαιευτήρ χειρούργος Γυναικολόγος, τέως βοηθός του Γυναικολογικού Νοσοκομείου του Βερολίνου. Δέχεται 11-12 π.μ. εις την Κλινικήν του ιατρού Χάλμη και 3—5 οδός Εγνατίας 44. (696, 1519, 943, 1578)
announcement-intro: Η Μικτή Επιτροπή Ελληνο—βουλγαρικής Μεταναστεύσεως, εν τη προσπαθεία της όπως τερματίση τας εργασίας όσον το δυνατόν ταχύτερον, φέρει εις γνώσιν των ενδιαφερομένων τα εξής: (495, 175, 813, 207)
article-paragraph: Τί φέρει επιζήσει τώρα από τα πράκτορας, είναι θέσεις να προσδιορισθή. Εν τούτοις την Νοέμβριον του 1925 κατεγράφη μία έρευνα του διεπιτελείου εν τω καταλόγω. (1150, 348, 1369, 391)
advertiser-specialty: ΔΙΚΗΓΟΡΟΣ (1454, 1413, 1519, 1424)
advertiser-details: Διδάκτωρ του Μονάχου ΜΑΙΕΥΤΗΡ-ΠΑΙΔΙΑΤΡΟΣ ΠΑΘΟΛΟΓΟΣ-ΓΥΝΑΙΚΟΛΟΓΟΣ Εγνατίας 319 (82, 1134, 250, 1166)
list-item (62, 934, 270, 992)
advertiser-details: Τσιμισκή 65 Σταυρίδα — Επισκέψεις 8—10 και 3—7 1/2 Τηλ. 1150 (759, 1046, 1100, 1057)
advertiser-details: Οδός Τσιμισκή άρ. 73 τηλ. 67 Δέχεται 2—6 μ.μ. (502, 1024, 697, 1047)
column-separator (273, 95, 274, 1405)
advertiser-specialty: ΧΕΙΡΟΥΡΓΟΣ - ΕΙΔΙΚΟΣ ΟΥΡΟΛΟΓΟΣ (78, 1014, 254, 1024)
advertiser-specialty: ΙΑΤΡΟΣ Ειδικός Δερματικός Αφροδισιολόγος (309, 1193, 455, 1216)
advertiser-details: Διδάκτωρ του πανεπιστημίου Μονάχου, σπουδάσας επί δεκαετίαν εν Γερμανία. Ειδικώς επί των νοσημάτων του στομάχου, εντέρων, ήπατος και νεφρών. (726, 922, 1133, 945)
pac-illustration (62, 221, 270, 421)
tender-notice (278, 100, 486, 800)
advertiser-name: ΧΡ. ΠΑΠΑΘΕΟΦΙΛΟΥ (730, 1501, 909, 1519)
pac-line1: Όχι πλέον σαπούνι (62, 100, 189, 114)
tonis-ad (1380, 1490, 1593, 1605)
advertiser-specialty: ΕΙΔΙΚΟΣ ΠΑΘΟΛΟΓΟΣ-ΚΑΡΔΙΟΛΟΓΟΣ (534, 619, 665, 642)
samantas-ad (282, 1190, 482, 1282)
pac-line3: Ούτε πότασσα (62, 125, 158, 140)
deligiannaki-clinic-ad (715, 1083, 1144, 1195)
clinic-desc3: Ειδική θεραπεία στειρώσεων. Φρενικοεξαιρέσεις. Μεταγγίσεις αίματος. Ορθοσκοπήσεις. Ουρηθροσκοπήσεις, Κυστεοσκοπήσεις, Καθετηρισμοί ουρητήρων, Πυελογραφίαι. Ακτίνες υπεριώδεις. (102, 1774, 660, 1830)
advertiser-details: Οδός Καρόλου Ντήλ. Ιατρείον αριθ. 22. Επισκέψεις κατ' οίκον. (75, 967, 257, 988)
column-separator (490, 95, 491, 1405)
advertiser-specialty: ΑΚΤΙΝΟΛΟΓΟΣ (130, 782, 202, 792)
advertiser-specialty: ΔΕΡΜΑΤΙΚΑ ΚΑΙ ΑΦΡΟΔΙΣΙΑ (99, 1196, 233, 1206)
lamprou-ad (1158, 1464, 1377, 1528)
advertiser-name: ΠΑΝΟΣ ΤΑΛΙΑΝΙΔΗΣ (510, 895, 689, 913)
clinic-line3: ΠΡΩΗΝ ΥΦΥΠΟΥΡΓΟΥ ΥΓΙΕΙΝΗΣ (250, 1614, 512, 1632)
afthakis-ad (282, 1290, 482, 1394)
kelaidis-ad (1158, 1095, 1377, 1349)
bank-branches-title: ΥΠΟΚΑΤΑΣΤΗΜΑΤΑ (1197, 1763, 1354, 1782)
notice2-body: Δεδοθείσης αντιπροσφοράς επαναλαμβάνεται την προσεχή Δευτέραν 6 Ιουλίου και ώραν 5—6 μ. μ. η δημοπρασία πωλήσεως των χοίρων του Σταθμού. Η δημοπρασία θα διεξαχθή επί τη βάσει της πρώτης προσφοράς. (278, 370, 486, 435)
pac-line2: Ούτε σόδα (199, 112, 270, 127)
advertiser-address: Αγίας Σοφίας: 16 (875, 1318, 984, 1331)
list-item (62, 818, 270, 887)
bank-amount: Τη 31η Δεκεμβρίου 1929 Δραχ. 896.226.804.10 (1008, 1868, 1543, 1892)
chrysanthou-ad (495, 992, 704, 1081)
rontgen-institute-ad (715, 478, 1146, 749)
article-paragraph: Βεβαίως συγχά και σοβαρά αντιμέτωπα, ώστε του ξένου των πρακτόρων. Και η κίνησις των μηχανημάτων και των πλοίων του ναυτικού πρέπει να παρακολουθείται. (1376, 212, 1595, 255)
advertiser-specialty: ΕΙΔΙΚΟΣ ΠΑΘΟΛΟΓΟΣ (540, 913, 659, 924)
section3-title: 3ον ΑΝΑΧΩΡΗΣΙΣ ΜΕΤΑΝΑΣΤΩΝ (822, 212, 964, 222)
